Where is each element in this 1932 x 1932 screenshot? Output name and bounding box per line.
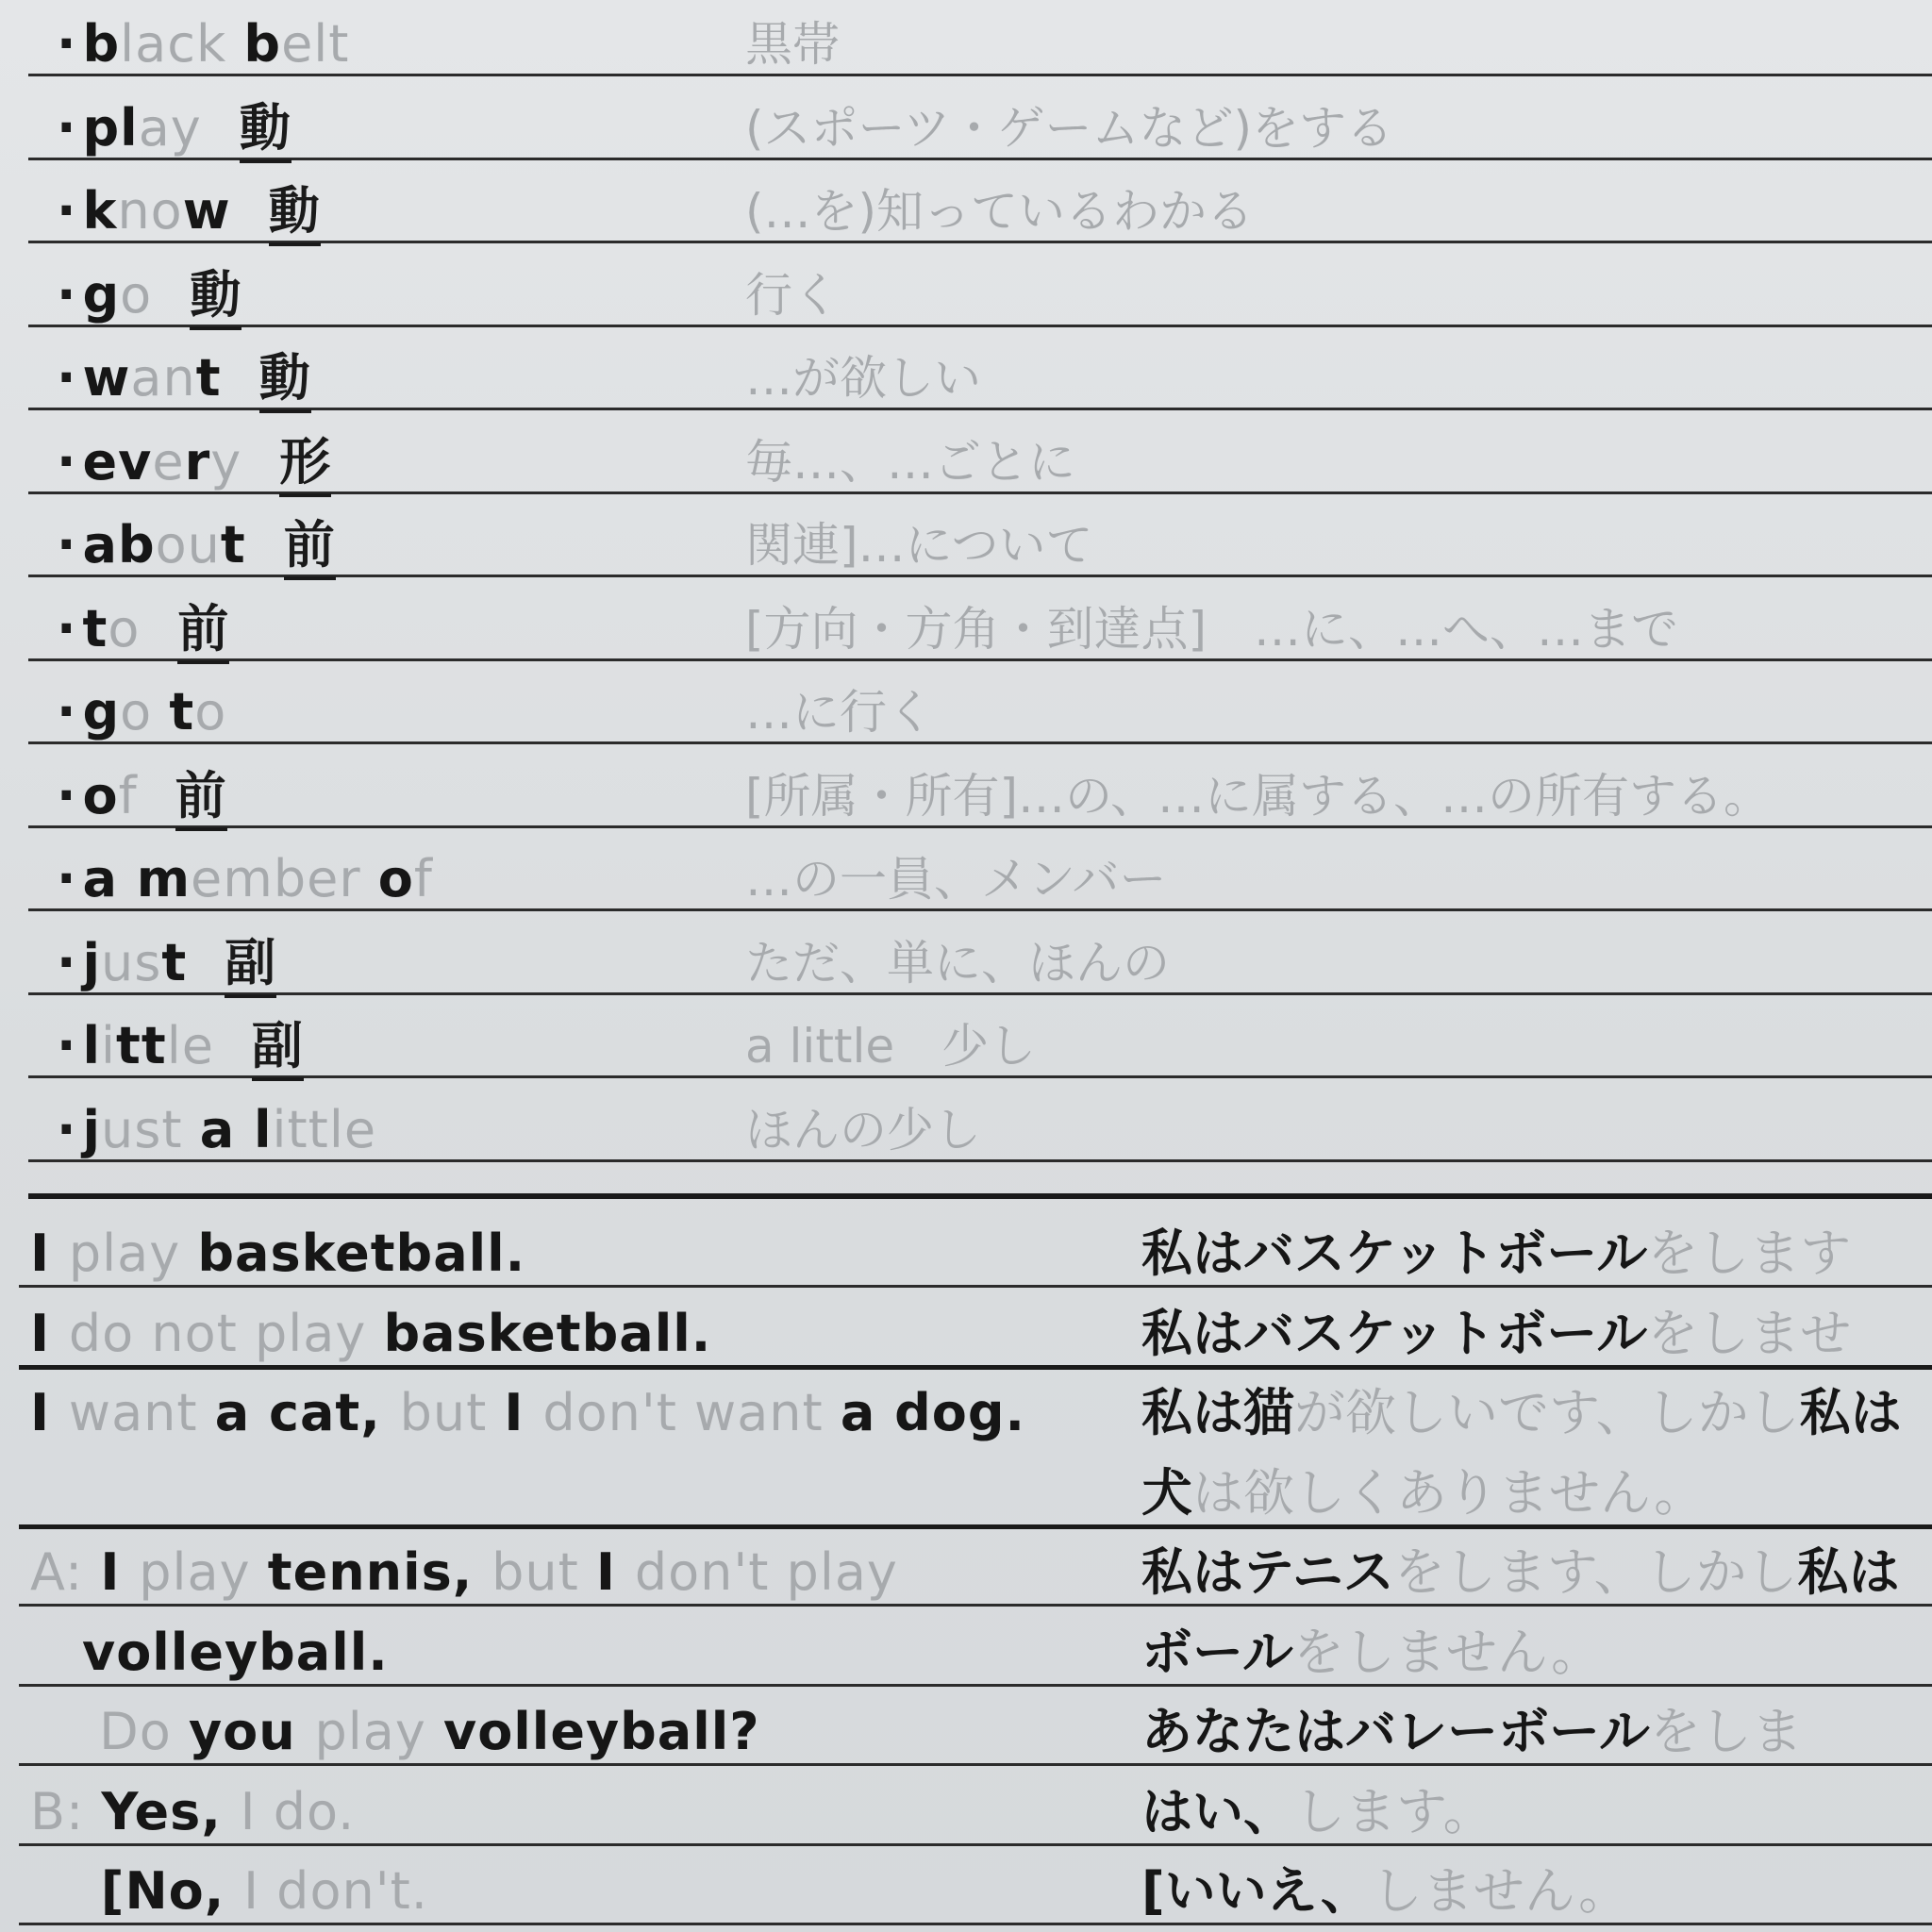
sentence-fragment: Do: [30, 1702, 189, 1761]
vocab-meaning: 黒帯: [745, 17, 840, 72]
vocab-word: [57, 1016, 304, 1075]
translation-fragment: 私はテニス: [1141, 1542, 1394, 1602]
vocab-meaning: 毎…、…ごとに: [745, 434, 1075, 490]
part-of-speech-tag: 前: [177, 599, 229, 664]
part-of-speech-tag: 前: [175, 766, 227, 831]
translation-fragment: しません。: [1371, 1861, 1630, 1921]
word-fragment: y: [210, 431, 242, 491]
word-fragment: j: [82, 1099, 102, 1159]
sentence-row: [19, 1206, 1932, 1288]
bullet-dot: ·: [57, 682, 77, 741]
vocab-row: [28, 992, 1932, 1078]
word-fragment: o: [194, 682, 227, 741]
translation-fragment: をします、しかし: [1393, 1542, 1798, 1602]
word-fragment: e: [152, 431, 185, 491]
bullet-dot: ·: [57, 14, 77, 74]
translation-fragment: 私は: [1799, 1383, 1902, 1442]
word-fragment: ev: [82, 431, 153, 491]
vocab-word: [57, 181, 321, 241]
sentence-fragment: I do.: [240, 1781, 356, 1841]
vocab-row: [28, 242, 1932, 327]
vocab-word: [57, 1099, 377, 1159]
japanese-translation: [1141, 1622, 1603, 1682]
sentence-fragment: I: [595, 1542, 635, 1602]
vocab-row: [28, 325, 1932, 410]
japanese-translation: [1141, 1861, 1630, 1921]
word-fragment: t: [220, 515, 246, 575]
part-of-speech-tag: 動: [240, 98, 291, 163]
word-fragment: ay: [138, 97, 202, 158]
translation-fragment: をしません。: [1292, 1622, 1603, 1682]
word-fragment: t: [82, 598, 108, 658]
word-fragment: le: [166, 1016, 214, 1075]
bullet-dot: ·: [57, 932, 77, 992]
bullet-dot: ·: [57, 1016, 77, 1075]
translation-fragment: 私はバスケットボール: [1141, 1303, 1648, 1363]
translation-fragment: をします: [1647, 1224, 1852, 1283]
translation-fragment: 私は: [1797, 1542, 1900, 1602]
sentence-fragment: [No,: [30, 1861, 244, 1921]
sentence-fragment: basketball.: [197, 1224, 526, 1283]
sentence-fragment: I: [100, 1542, 140, 1602]
vocab-row: [28, 75, 1932, 160]
word-fragment: o: [82, 765, 119, 825]
word-fragment: a l: [199, 1099, 273, 1159]
word-fragment: no: [117, 181, 183, 241]
bullet-dot: ·: [57, 1099, 77, 1159]
word-fragment: w: [82, 348, 131, 408]
sentence-fragment: a dog.: [840, 1383, 1026, 1442]
vocab-word: [57, 849, 433, 908]
english-sentence: [30, 1861, 428, 1921]
japanese-translation: [1141, 1702, 1803, 1761]
translation-fragment: [いいえ、: [1141, 1861, 1372, 1921]
vocab-row: [28, 825, 1932, 911]
vocab-word: [57, 682, 227, 741]
vocab-word: [57, 97, 291, 158]
sentence-fragment: I: [30, 1303, 69, 1363]
sentence-fragment: volleyball.: [30, 1622, 389, 1682]
word-fragment: o: [377, 849, 414, 908]
sentence-fragment: but: [399, 1383, 505, 1442]
word-fragment: t: [169, 682, 195, 741]
sentence-fragment: but: [491, 1542, 596, 1602]
word-fragment: l: [82, 1016, 102, 1075]
part-of-speech-tag: 動: [269, 181, 321, 246]
sentence-fragment: play: [68, 1224, 198, 1283]
word-fragment: ittle: [272, 1099, 377, 1159]
vocab-meaning: …が欲しい: [745, 351, 981, 406]
word-fragment: o: [120, 264, 153, 325]
section-divider: [28, 1193, 1932, 1199]
japanese-translation: [1141, 1462, 1706, 1523]
sentence-fragment: you: [188, 1702, 315, 1761]
word-fragment: t: [161, 932, 188, 992]
sentence-row: [19, 1605, 1932, 1687]
vocab-word: [57, 431, 332, 491]
part-of-speech-tag: 動: [259, 348, 311, 413]
vocab-row: [28, 158, 1932, 243]
bullet-dot: ·: [57, 348, 77, 408]
word-fragment: ab: [82, 515, 156, 575]
english-sentence: [30, 1781, 356, 1841]
translation-fragment: します。: [1294, 1781, 1494, 1841]
sentence-row: [19, 1365, 1932, 1444]
word-fragment: i: [101, 1016, 117, 1075]
vocab-word: [57, 598, 230, 658]
word-fragment: tt: [116, 1016, 167, 1075]
part-of-speech-tag: 形: [279, 432, 331, 497]
translation-fragment: ボール: [1141, 1622, 1293, 1682]
vocab-meaning: …の一員、メンバー: [745, 852, 1167, 907]
part-of-speech-tag: 副: [225, 933, 276, 998]
english-sentence: [30, 1224, 526, 1283]
sentence-fragment: B:: [30, 1781, 102, 1841]
sentence-fragment: I don't.: [243, 1861, 428, 1921]
sentence-fragment: I: [30, 1224, 69, 1283]
bullet-dot: ·: [57, 181, 77, 241]
translation-fragment: は欲しくありません。: [1192, 1462, 1706, 1523]
word-fragment: ou: [155, 515, 221, 575]
word-fragment: an: [130, 348, 196, 408]
word-fragment: b: [82, 14, 121, 74]
translation-fragment: あなたはバレーボール: [1141, 1702, 1650, 1761]
english-sentence: [30, 1542, 898, 1602]
vocab-row: [28, 1076, 1932, 1162]
sentence-row: [19, 1445, 1932, 1529]
bullet-dot: ·: [57, 765, 77, 825]
word-fragment: ember: [191, 849, 378, 908]
word-fragment: o: [120, 682, 170, 741]
word-fragment: r: [184, 431, 211, 491]
vocab-meaning: 関連]…について: [745, 518, 1093, 573]
sentence-row: [19, 1764, 1932, 1846]
vocab-row: [28, 491, 1932, 577]
vocab-row: [28, 658, 1932, 744]
vocab-word: [57, 765, 227, 825]
sentence-fragment: I: [504, 1383, 543, 1442]
word-fragment: g: [82, 682, 121, 741]
vocab-word: [57, 264, 242, 325]
english-sentence: [30, 1702, 760, 1761]
word-fragment: f: [118, 765, 138, 825]
vocab-meaning: (スポーツ・ゲームなど)をする: [745, 100, 1394, 156]
sentence-fragment: want: [68, 1383, 215, 1442]
bullet-dot: ·: [57, 849, 77, 908]
word-fragment: j: [82, 932, 102, 992]
japanese-translation: [1141, 1303, 1852, 1363]
word-fragment: g: [82, 264, 121, 325]
english-sentence: [30, 1383, 1026, 1442]
vocab-meaning: ほんの少し: [745, 1102, 981, 1158]
word-fragment: us: [101, 932, 162, 992]
word-fragment: lack: [120, 14, 244, 74]
word-fragment: elt: [281, 14, 350, 74]
word-fragment: w: [182, 181, 231, 241]
sentence-fragment: Yes,: [101, 1781, 241, 1841]
translation-fragment: 私はバスケットボール: [1141, 1224, 1648, 1283]
sentence-fragment: do not play: [68, 1303, 384, 1363]
word-fragment: ust: [101, 1099, 200, 1159]
sentence-fragment: tennis,: [267, 1542, 492, 1602]
sentence-row: [19, 1286, 1932, 1370]
sentence-fragment: a cat,: [214, 1383, 400, 1442]
word-fragment: k: [82, 181, 118, 241]
vocab-word: [57, 348, 311, 408]
vocab-meaning: [方向・方角・到達点] …に、…へ、…まで: [745, 601, 1679, 657]
vocab-meaning: ただ、単に、ほんの: [745, 935, 1170, 991]
word-fragment: o: [108, 598, 141, 658]
sentence-fragment: don't play: [634, 1542, 898, 1602]
japanese-translation: [1141, 1542, 1900, 1602]
part-of-speech-tag: 副: [252, 1016, 304, 1081]
vocab-meaning: 行く: [745, 267, 840, 323]
japanese-translation: [1141, 1224, 1852, 1283]
word-fragment: f: [413, 849, 433, 908]
bullet-dot: ·: [57, 97, 77, 158]
translation-fragment: をしませ: [1647, 1303, 1852, 1363]
sentence-fragment: play: [314, 1702, 443, 1761]
part-of-speech-tag: 前: [284, 515, 336, 580]
part-of-speech-tag: 動: [190, 265, 242, 330]
sentence-fragment: don't want: [542, 1383, 841, 1442]
vocab-word: [57, 14, 350, 74]
bullet-dot: ·: [57, 264, 77, 325]
sentence-row: [19, 1524, 1932, 1607]
vocab-word: [57, 515, 336, 575]
vocab-meaning: (…を)知っているわかる: [745, 184, 1255, 239]
japanese-translation: [1141, 1383, 1902, 1442]
vocab-row: [28, 408, 1932, 494]
word-fragment: t: [195, 348, 222, 408]
word-fragment: b: [243, 14, 282, 74]
vocab-meaning: [所属・所有]…の、…に属する、…の所有する。: [745, 768, 1772, 824]
english-sentence: [30, 1303, 712, 1363]
translation-fragment: をしま: [1649, 1702, 1803, 1761]
sentence-row: [19, 1684, 1932, 1766]
translation-fragment: 犬: [1141, 1462, 1192, 1523]
vocab-row: [28, 0, 1932, 76]
sentence-fragment: I: [30, 1383, 69, 1442]
translation-fragment: 私は猫: [1141, 1383, 1294, 1442]
translation-fragment: が欲しいです、しかし: [1294, 1383, 1800, 1442]
sentence-fragment: volleyball?: [443, 1702, 760, 1761]
sentence-row: [19, 1843, 1932, 1925]
sentence-fragment: basketball.: [383, 1303, 712, 1363]
vocab-row: [28, 575, 1932, 661]
bullet-dot: ·: [57, 515, 77, 575]
vocab-meaning: a little 少し: [745, 1019, 1037, 1074]
vocab-meaning: …に行く: [745, 685, 934, 740]
english-sentence: [30, 1622, 389, 1682]
word-fragment: a m: [82, 849, 192, 908]
vocab-word: [57, 932, 277, 992]
bullet-dot: ·: [57, 598, 77, 658]
bullet-dot: ·: [57, 431, 77, 491]
vocab-row: [28, 909, 1932, 995]
word-fragment: pl: [82, 97, 139, 158]
vocab-row: [28, 742, 1932, 828]
translation-fragment: はい、: [1141, 1781, 1294, 1841]
japanese-translation: [1141, 1781, 1494, 1841]
sentence-fragment: A:: [30, 1542, 101, 1602]
sentence-fragment: play: [139, 1542, 268, 1602]
